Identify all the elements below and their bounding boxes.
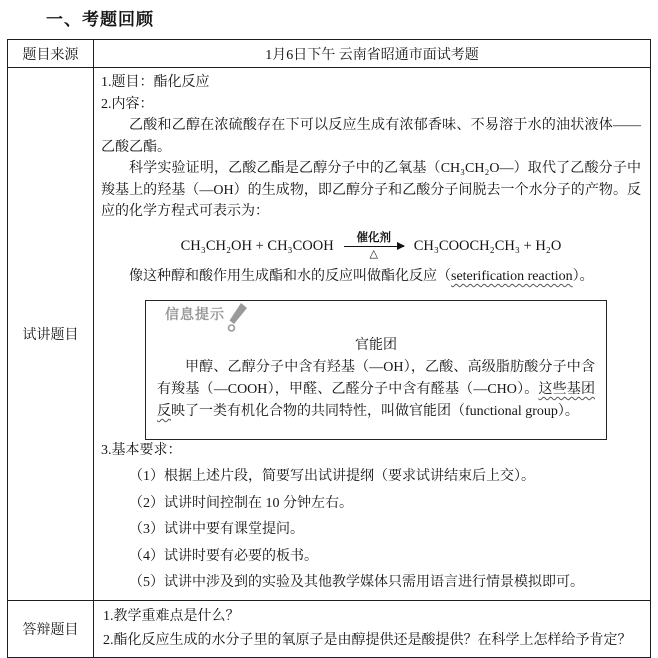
lecture-paragraph-2: 科学实验证明，乙酸乙酯是乙醇分子中的乙氧基（CH₃CH₂O—）取代了乙酸分子中羧基上的羟基（—OH）的生成物，即乙醇分子和乙酸分子间脱去一个水分子的产物。反应的化学方程式可表示为： [101,161,641,219]
esterification-sentence-pre: 像这种醇和酸作用生成酯和水的反应叫做酯化反应（ [129,268,451,284]
lecture-content [94,68,651,601]
pen-icon [226,302,248,332]
page-title: 一、考题回顾 [46,10,154,29]
esterification-sentence [101,266,641,288]
catalyst-label: 催化剂 [356,231,391,244]
requirement-item: （1）根据上述片段，简要写出试讲提纲（要求试讲结束后上交）。 [129,469,535,485]
question-review-table [7,39,651,658]
basic-requirements-list [101,464,641,597]
table-row-source [8,40,651,68]
info-box-title: 官能团 [355,338,397,354]
requirement-item: （2）试讲时间控制在 10 分钟左右。 [129,495,353,511]
source-value: 1月6日下午 云南省昭通市面试考题 [94,40,651,68]
lecture-paragraph-1: 乙酸和乙醇在浓硫酸存在下可以反应生成有浓郁香味、不易溶于水的油状液体——乙酸乙酯。 [101,118,641,155]
info-box-body-pre: 甲醇、乙醇分子中含有羟基（—OH），乙酸、高级脂肪酸分子中含有羧基（—COOH），甲醛、乙醛分子中含有醛基（—CHO）。 [157,359,595,397]
esterification-sentence-post: ）。 [572,268,594,284]
lecture-topic: 1.题目：酯化反应 [101,75,210,90]
reaction-arrow [344,232,404,262]
requirement-item: （3）试讲中要有课堂提问。 [129,522,304,538]
lecture-content-label: 2.内容： [101,96,154,112]
defense-content [94,600,651,657]
basic-requirements-label: 3.基本要求： [101,442,182,458]
info-tip-box [145,300,607,440]
row-label-defense: 答辩题目 [8,600,94,657]
table-row-lecture [8,68,651,601]
right-arrow-icon [344,246,404,248]
info-box-body-wavy: 这些基团反 [157,381,596,419]
esterification-english-term: seterification reaction [451,268,573,284]
table-row-defense [8,600,651,657]
defense-question: 2.酯化反应生成的水分子里的氧原子是由醇提供还是酸提供？在科学上怎样给予肯定？ [103,632,632,648]
row-label-source: 题目来源 [8,40,94,68]
info-tip-logo-text: 信息提示 [165,308,225,324]
equation-left-side: CH₃CH₂OH + CH₃COOH [180,237,334,254]
defense-question: 1.教学重难点是什么？ [103,608,240,624]
row-label-lecture: 试讲题目 [8,68,94,601]
chemical-equation [101,232,641,262]
info-box-body-post: 映了一类有机化合物的共同特性，叫做官能团（functional group）。 [171,403,579,419]
equation-right-side: CH₃COOCH₂CH₃ + H₂O [413,237,562,254]
requirement-item: （5）试讲中涉及到的实验及其他教学媒体只需用语言进行情景模拟即可。 [129,575,584,591]
info-tip-logo [165,305,595,335]
info-box-body [157,357,595,423]
requirement-item: （4）试讲时要有必要的板书。 [129,548,318,564]
heat-condition-symbol: △ [369,248,378,261]
